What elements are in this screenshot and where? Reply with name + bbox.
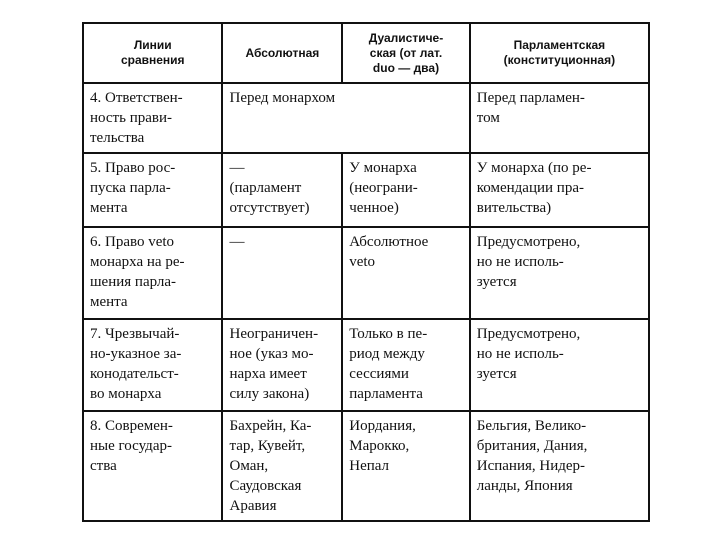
- cell-absolute: — (парламент отсутствует): [222, 153, 342, 227]
- row-label: 8. Современ- ные государ- ства: [83, 411, 222, 521]
- cell-dualistic: Абсолютное veto: [342, 227, 470, 319]
- table-row: [83, 411, 649, 521]
- header-dualistic: Дуалистиче- ская (от лат. duo — два): [342, 23, 470, 83]
- cell-absolute-dualistic-merged: Перед монархом: [222, 83, 469, 153]
- row-label: 4. Ответствен- ность прави- тельства: [83, 83, 222, 153]
- cell-parliamentary: Предусмотрено, но не исполь- зуется: [470, 227, 649, 319]
- header-row: [83, 23, 649, 83]
- cell-absolute: Неограничен- ное (указ мо- нарха имеет силу закона): [222, 319, 342, 411]
- cell-absolute: —: [222, 227, 342, 319]
- row-label: 5. Право рос- пуска парла- мента: [83, 153, 222, 227]
- cell-dualistic: Только в пе- риод между сессиями парламента: [342, 319, 470, 411]
- comparison-table: [82, 22, 650, 522]
- cell-parliamentary: Перед парламен- том: [470, 83, 649, 153]
- row-label: 6. Право veto монарха на ре- шения парла- мента: [83, 227, 222, 319]
- header-absolute: Абсолютная: [222, 23, 342, 83]
- table-row: [83, 227, 649, 319]
- cell-parliamentary: Предусмотрено, но не исполь- зуется: [470, 319, 649, 411]
- row-label: 7. Чрезвычай- но-указное за- конодательст- во монарха: [83, 319, 222, 411]
- table-row: [83, 83, 649, 153]
- table-row: [83, 319, 649, 411]
- cell-absolute: Бахрейн, Ка- тар, Кувейт, Оман, Саудовская Аравия: [222, 411, 342, 521]
- cell-parliamentary: Бельгия, Велико- британия, Дания, Испания, Нидер- ланды, Япония: [470, 411, 649, 521]
- header-comparison-lines: Линии сравнения: [83, 23, 222, 83]
- cell-dualistic: У монарха (неограни- ченное): [342, 153, 470, 227]
- cell-dualistic: Иордания, Марокко, Непал: [342, 411, 470, 521]
- table-row: [83, 153, 649, 227]
- cell-parliamentary: У монарха (по ре- комендации пра- вительства): [470, 153, 649, 227]
- header-parliamentary: Парламентская (конституционная): [470, 23, 649, 83]
